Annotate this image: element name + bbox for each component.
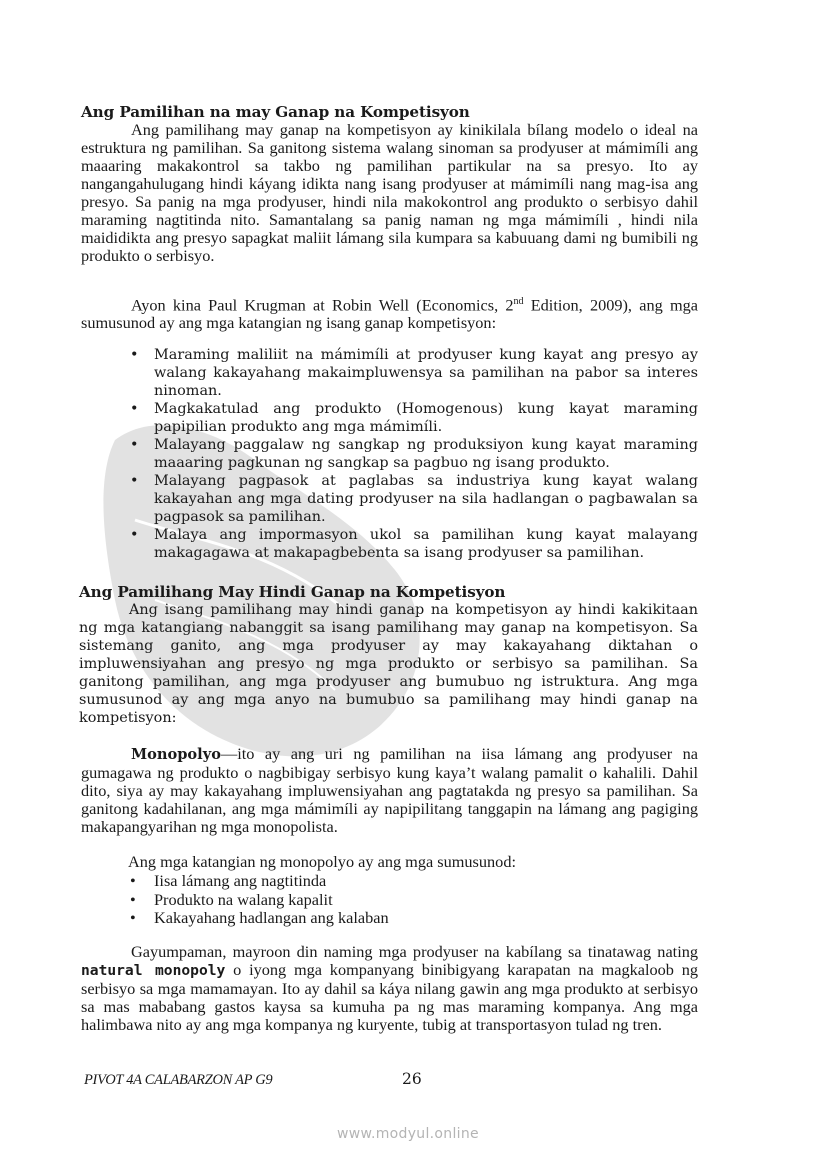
bullet-icon: • [130,401,139,417]
section-imperfect-competition [79,583,698,727]
list-item: • Maraming maliliit na mámimíli at prodyuser kung kayat ang presyo ay walang kakayahang makaimpluwensya sa pamilihan na pabor sa interes ninoman. [130,347,698,399]
bullet-icon: • [130,908,136,927]
list-item: • Magkakatulad ang produkto (Homogenous) kung kayat maraming papipilian produkto ang mga mámimíli. [130,401,698,435]
list-item: • Iisa lámang ang nagtitinda [130,871,327,890]
list-item: • Malayang paggalaw ng sangkap ng produksiyon kung kayat maraming maaaring pagkunan ng sangkap sa pagbuo ng isang produkto. [130,437,698,471]
monopolyo-list-intro: Ang mga katangian ng monopolyo ay ang mga sumusunod: [128,852,516,871]
citation-text-after: Edition, 2009), ang mga sumusunod ay ang mga katangian ng isang ganap kompetisyon: [81,295,698,333]
bullet-icon: • [130,473,139,489]
monopolyo-characteristics-list [128,872,628,928]
list-item: • Malaya ang impormasyon ukol sa pamilihan kung kayat malayang makagagawa at makapagbebenta sa isang prodyuser sa pamilihan. [130,527,698,561]
section-perfect-competition [81,103,698,265]
page-number: 26 [402,1070,422,1088]
bullet-icon: • [130,527,139,543]
perfect-competition-characteristics-list [128,346,698,562]
citation-paragraph [81,293,698,332]
heading-perfect-competition: Ang Pamilihan na may Ganap na Kompetisyon [81,103,470,121]
bullet-icon: • [130,347,139,363]
bullet-icon: • [130,871,136,890]
bullet-icon: • [130,437,139,453]
paragraph-perfect-competition: Ang pamilihang may ganap na kompetisyon ay kinikilala bílang modelo o ideal na estruktura ng pamilihan. Sa ganitong sistema walang sinoman sa prodyuser at mámimíli ang maaaring makakontrol sa takbo ng pamilihan partikular na sa presyo. Ito ay nangangahulugang hindi káyang idikta nang isang prodyuser at mámimíli nang mag-isa ang presyo. Sa panig na mga prodyuser, hindi nila makokontrol ang produkto o serbisyo dahil maraming nagtitinda nito. Samantalang sa panig naman ng mga mámimíli , hindi nila maididikta ang presyo sapagkat maliit lámang sila kumpara sa kabuuang dami ng bumibili ng produkto o serbisyo. [81,120,698,265]
paragraph-imperfect-competition: Ang isang pamilihang may hindi ganap na kompetisyon ay hindi kakikitaan ng mga katangiang nabanggit sa isang pamilihang may ganap na kompetisyon. Sa sistemang ganito, ang mga prodyuser ay may kakayahang diktahan o impluwensiyahan ang presyo ng mga produkto or serbisyo sa pamilihan. Sa ganitong pamilihan, ang mga prodyuser ang bumubuo ng istruktura. Ang mga sumusunod ay ang mga anyo na bumubuo sa pamilihang may hindi ganap na kompetisyon: [79,602,698,726]
natural-monopoly-term: natural monopoly [81,962,226,979]
monopolyo-term: Monopolyo [131,746,221,763]
list-item: • Malayang pagpasok at paglabas sa industriya kung kayat walang kakayahan ang mga dating prodyuser na sila hadlangan o pagbawalan sa pagpasok sa pamilihan. [130,473,698,525]
footer-publication-label: PIVOT 4A CALABARZON AP G9 [84,1072,273,1088]
heading-imperfect-competition: Ang Pamilihang May Hindi Ganap na Kompetisyon [79,583,506,601]
citation-superscript: nd [513,296,524,307]
monopolyo-definition [81,745,698,836]
natural-monopoly-paragraph: Gayumpaman, mayroon din naming mga prodyuser na kabílang sa tinatawag nating natural monopoly o iyong mga kompanyang binibigyang karapatan na magkaloob ng serbisyo sa mga mamamayan. Ito ay dahil sa káya nilang gawin ang mga produkto at serbisyo sa mas mababang gastos kaysa sa kumuha pa ng mas maraming kompanya. Ang mga halimbawa nito ay ang mga kompanya ng kuryente, tubig at transportasyon tulad ng tren. [81,942,698,1034]
list-item: • Produkto na walang kapalit [130,889,333,909]
list-item: • Kakayahang hadlangan ang kalaban [130,908,389,927]
bullet-icon: • [130,889,136,909]
monopolyo-definition-text: —ito ay ang uri ng pamilihan na iisa lámang ang prodyuser na gumagawa ng produkto o nagbibigay serbisyo kung kaya’t walang pamalit o kahalili. Dahil dito, siya ay may kakayahang impluwensiyahan ang pagtatakda ng presyo sa pamilihan. Sa ganitong kadahilanan, ang mga mámimíli ay napipilitang tanggapin na lámang ang pagiging makapangyarihan ng mga monopolista. [81,744,698,836]
website-watermark: www.modyul.online [337,1126,479,1142]
citation-text-before: Ayon kina Paul Krugman at Robin Well (Economics, 2 [131,295,514,315]
